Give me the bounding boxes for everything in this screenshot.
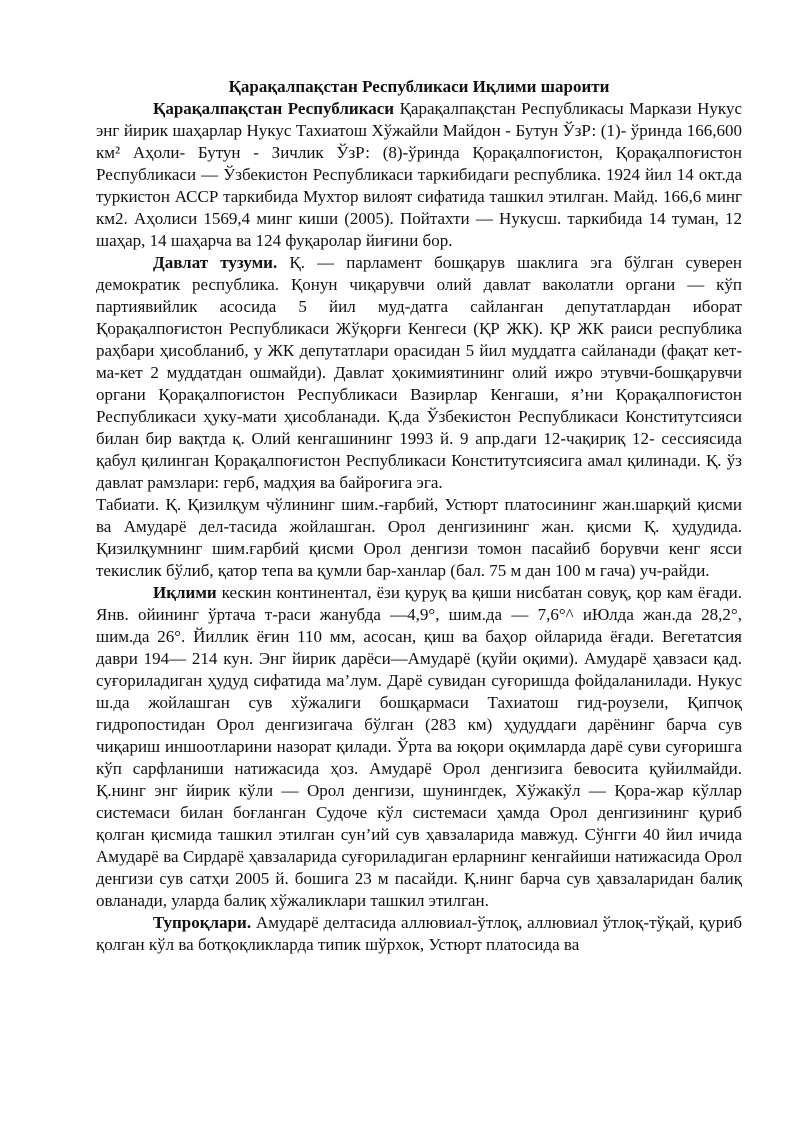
paragraph-climate-text: кескин континентал, ёзи қуруқ ва қиши нисбатан совуқ, қор кам ёғади. Янв. ойининг ўртача т-раси жанубда —4,9°, шим.да — 7,6°^ иЮлда жан.да 28,2°, шим.да 26°. Йиллик ёғин 110 мм, асосан, қиш ва баҳор ойларида ёғади. Вегетатсия даври 194— 214 кун. Энг йирик дарёси—Амударё (қуйи оқими). Амударё ҳавзаси қад. суғориладиган ҳудуд сифатида ма’лум. Дарё сувидан суғоришда фойдаланилади. Нукус ш.да жойлашган сув хўжалиги бошқармаси Тахиатош гид-роузели, Қипчоқ гидропостидан Орол денгизигача бўлган (283 км) ҳудуддаги дарёнинг барча сув чиқариш иншоотларини назорат қилади. Ўрта ва юқори оқимларда дарё суви суғоришга кўп сарфланиши натижасида ҳоз. Амударё Орол денгизига бевосита қуйилмайди. Қ.нинг энг йирик кўли — Орол денгизи, шунингдек, Хўжакўл — Қора-жар кўллар системаси билан боғланган Судоче кўл системаси ҳамда Орол денгизининг қуриб қолган қисмида ташкил этилган сун’ий сув ҳавзаларида мавжуд. Сўнгги 40 йил ичида Амударё ва Сирдарё ҳавзаларида суғориладиган ерларнинг кенгайиши натижасида Орол денгизи сув сатҳи 2005 й. бошига 23 м пасайди. Қ.нинг барча сув ҳавзаларидан балиқ овланади, уларда балиқ хўжаликлари ташкил этилган. [96, 583, 742, 910]
paragraph-government-heading: Давлат тузуми. [153, 253, 278, 272]
paragraph-soils-heading: Тупроқлари. [153, 913, 252, 932]
paragraph-government [96, 252, 742, 494]
paragraph-climate [96, 582, 742, 912]
document-title: Қарақалпақстан Республикаси Иқлими шароити [228, 77, 610, 96]
paragraph-nature-text: Табиати. Қ. Қизилқум чўлининг шим.-ғарбий, Устюрт платосининг жан.шарқий қисми ва Амударё дел-тасида жойлашган. Орол денгизининг жан. қисми Қ. ҳудудида. Қизилқумнинг шим.ғарбий қисми Орол денгизи томон пасайиб борувчи кенг ясси текислик бўлиб, қатор тепа ва қумли бар-ханлар (бал. 75 м дан 100 м гача) уч-райди. [96, 495, 742, 580]
paragraph-soils-text: Амударё делтасида аллювиал-ўтлоқ, аллювиал ўтлоқ-тўқай, қуриб қолган кўл ва ботқоқликларда типик шўрхок, Устюрт платосида ва [96, 913, 742, 954]
paragraph-nature [96, 494, 742, 582]
paragraph-overview [96, 98, 742, 252]
paragraph-soils [96, 912, 742, 956]
paragraph-government-text: Қ. — парламент бошқарув шаклига эга бўлган суверен демократик республика. Қонун чиқарувчи олий давлат ваколатли органи — кўп партиявийлик асосида 5 йил муд-датга сайланган депутатлардан иборат Қорақалпоғистон Республикаси Жўқорғи Кенгеси (ҚР ЖК). ҚР ЖК раиси республика раҳбари ҳисобланиб, у ЖК депутатлари орасидан 5 йил муддатга сайланади (фақат кет-ма-кет 2 муддатдан ошмайди). Давлат ҳокимиятининг олий ижро этувчи-бошқарувчи органи Қорақалпоғистон Республикаси Вазирлар Кенгаши, я’ни Қорақалпоғистон Республикаси ҳуку-мати ҳисобланади. Қ.да Ўзбекистон Республикаси Конститутсияси билан бир вақтда қ. Олий кенгашининг 1993 й. 9 апр.даги 12-чақириқ 12- сессиясида қабул қилинган Қорақалпоғистон Республикаси Конститутсиясига амал қилинади. Қ. ўз давлат рамзлари: герб, мадҳия ва байроғига эга. [96, 253, 742, 492]
paragraph-climate-heading: Иқлими [153, 583, 217, 602]
paragraph-overview-text: Қарақалпақстан Республикасы Маркази Нукус энг йирик шаҳарлар Нукус Тахиатош Хўжайли Майдон - Бутун ЎзР: (1)- ўринда 166,600 км² Аҳоли- Бутун - Зичлик ЎзР: (8)-ўринда Қорақалпоғистон, Қорақалпоғистон Республикаси — Ўзбекистон Республикаси таркибидаги республика. 1924 йил 14 окт.да туркистон АССР таркибида Мухтор вилоят сифатида ташкил этилган. Майд. 166,6 минг км2. Аҳолиси 1569,4 минг киши (2005). Пойтахти — Нукусш. таркибида 14 туман, 12 шаҳар, 14 шаҳарча ва 124 фуқаролар йиғини бор. [96, 99, 742, 250]
paragraph-overview-heading: Қарақалпақстан Республикаси [153, 99, 395, 118]
document-page [96, 76, 742, 956]
